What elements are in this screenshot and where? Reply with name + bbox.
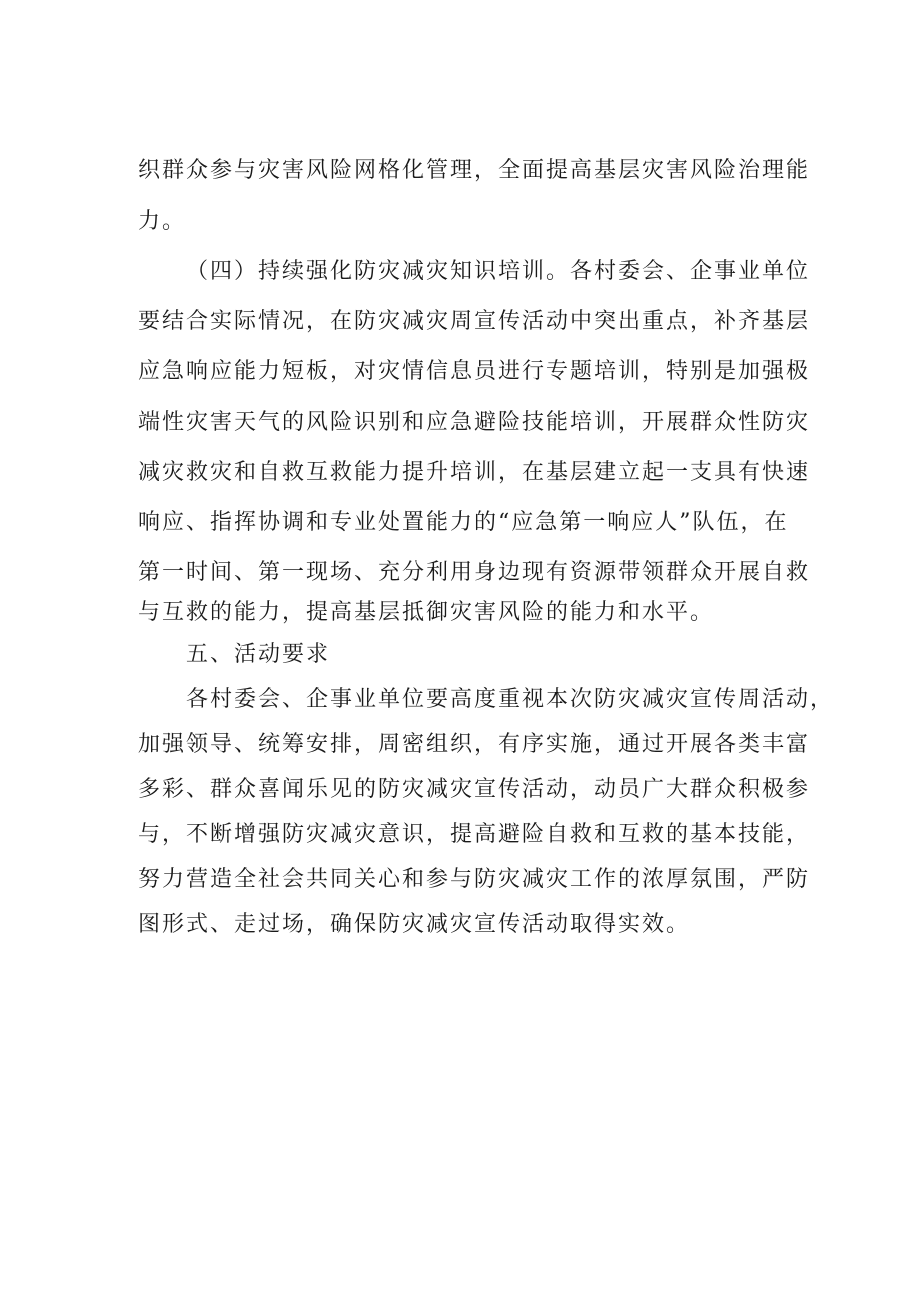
text-line: 与互救的能力，提高基层抵御灾害风险的能力和水平。	[138, 600, 715, 625]
text-line: 图形式、走过场，确保防灾减灾宣传活动取得实效。	[138, 912, 691, 937]
text-line: 与，不断增强防灾减灾意识，提高避险自救和互救的基本技能，	[138, 822, 811, 847]
text-line: 织群众参与灾害风险网格化管理，全面提高基层灾害风险治理能	[138, 158, 811, 183]
text-line: 端性灾害天气的风险识别和应急避险技能培训，开展群众性防灾	[138, 410, 811, 435]
text-line: 应急响应能力短板，对灾情信息员进行专题培训，特别是加强极	[138, 359, 811, 384]
text-line: 各村委会、企事业单位要高度重视本次防灾减灾宣传周活动，	[186, 687, 835, 712]
section-heading: 五、活动要求	[186, 642, 331, 667]
text-line: 响应、指挥协调和专业处置能力的“应急第一响应人”队伍，在	[138, 510, 789, 535]
text-line: 力。	[138, 209, 187, 234]
text-line: 努力营造全社会共同关心和参与防灾减灾工作的浓厚氛围，严防	[138, 867, 811, 892]
text-line: 加强领导、统筹安排，周密组织，有序实施，通过开展各类丰富	[138, 732, 811, 757]
text-line: 第一时间、第一现场、充分利用身边现有资源带领群众开展自救	[138, 560, 811, 585]
text-line: 多彩、群众喜闻乐见的防灾减灾宣传活动，动员广大群众积极参	[138, 777, 811, 802]
text-line: 要结合实际情况，在防灾减灾周宣传活动中突出重点，补齐基层	[138, 309, 811, 334]
section-heading-4-line: （四）持续强化防灾减灾知识培训。各村委会、企事业单位	[186, 259, 811, 284]
text-line: 减灾救灾和自救互救能力提升培训，在基层建立起一支具有快速	[138, 460, 811, 485]
